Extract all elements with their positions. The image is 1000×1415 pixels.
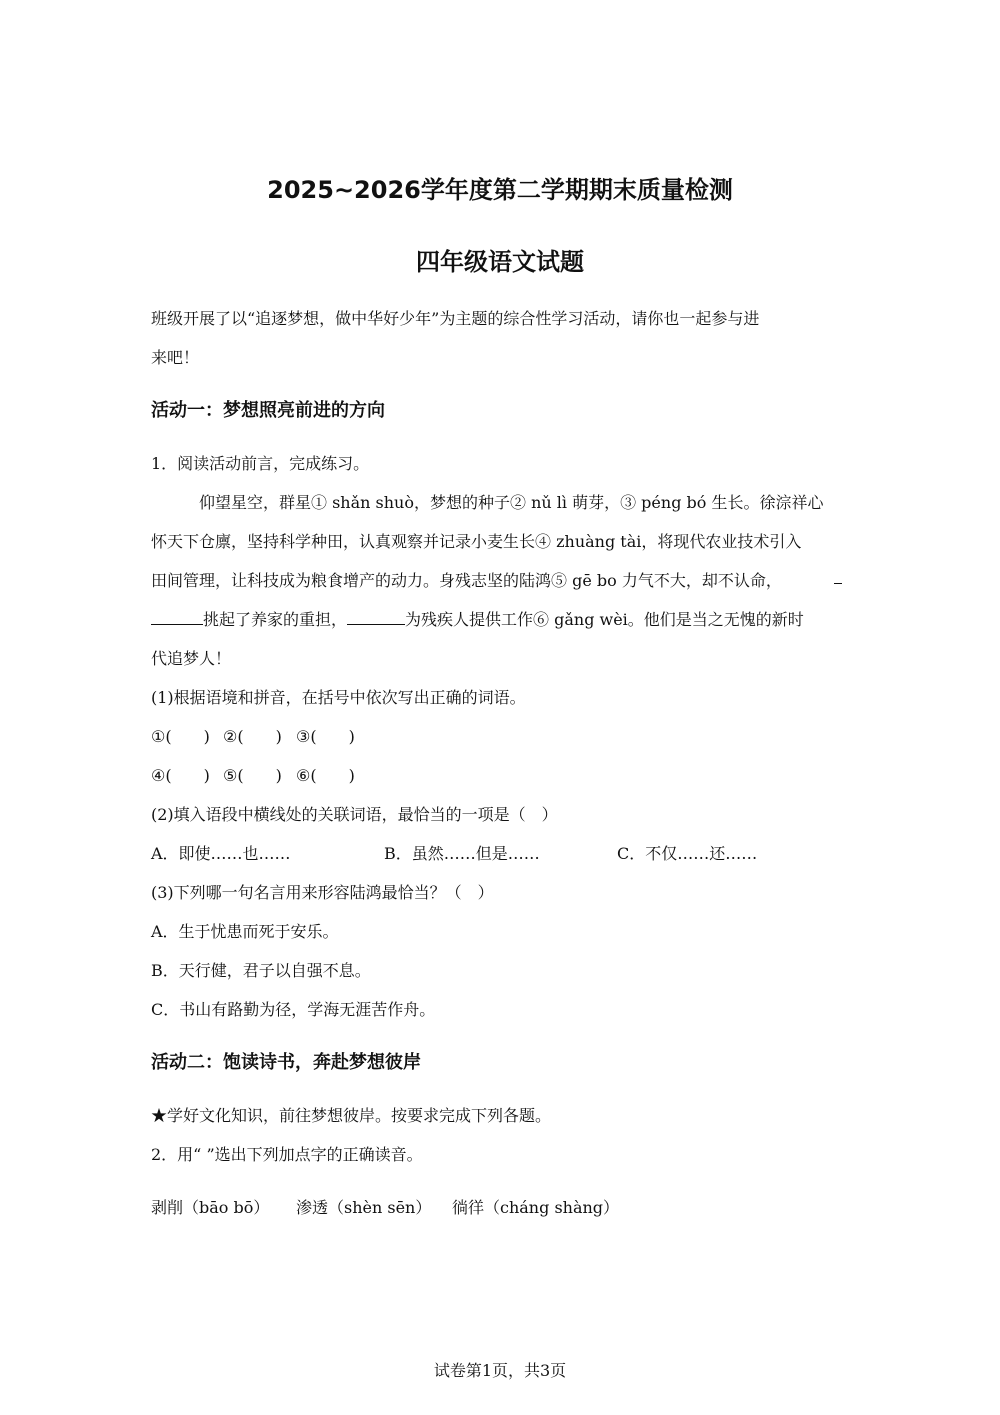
sub3-option-b[interactable]: B．天行健，君子以自强不息。 xyxy=(151,961,371,980)
word-blank-1[interactable]: ①( ) xyxy=(151,727,210,746)
word-blank-3[interactable]: ③( ) xyxy=(296,727,355,746)
sub3-option-c[interactable]: C．书山有路勤为径，学海无涯苦作舟。 xyxy=(151,1000,436,1019)
activity-1-heading: 活动一：梦想照亮前进的方向 xyxy=(151,400,385,421)
passage-line-5: 代追梦人！ xyxy=(151,649,232,668)
passage-line-2: 怀天下仓廪，坚持科学种田，认真观察并记录小麦生长④ zhuàng tài，将现代农业技术引入 xyxy=(151,532,802,551)
passage-line-4 xyxy=(151,607,804,630)
sub-question-1: (1)根据语境和拼音，在括号中依次写出正确的词语。 xyxy=(151,688,526,707)
intro-line-1: 班级开展了以“追逐梦想，做中华好少年”为主题的综合性学习活动，请你也一起参与进 xyxy=(151,309,760,328)
word-blank-5[interactable]: ⑤( ) xyxy=(223,766,282,785)
passage-line-4-part-b: 为残疾人提供工作⑥ gǎng wèi。他们是当之无愧的新时 xyxy=(405,610,804,629)
sub-question-3: (3)下列哪一句名言用来形容陆鸿最恰当？（ ） xyxy=(151,883,494,902)
activity-2-note: ★学好文化知识，前往梦想彼岸。按要求完成下列各题。 xyxy=(151,1106,552,1125)
answer-blank-1[interactable] xyxy=(151,610,203,625)
word-blank-6[interactable]: ⑥( ) xyxy=(296,766,355,785)
exam-subtitle: 四年级语文试题 xyxy=(416,248,584,276)
intro-line-2: 来吧！ xyxy=(151,348,200,367)
question-1-stem: 1．阅读活动前言，完成练习。 xyxy=(151,454,370,473)
page-footer: 试卷第1页，共3页 xyxy=(433,1361,567,1380)
pronunciation-item-3[interactable]: 徜徉（cháng shàng） xyxy=(452,1198,620,1217)
sub3-option-a[interactable]: A．生于忧患而死于安乐。 xyxy=(151,922,339,941)
sub2-option-c[interactable]: C．不仅……还…… xyxy=(617,844,758,863)
passage-line-1: 仰望星空，群星① shǎn shuò，梦想的种子② nǔ lì 萌芽，③ péng bó 生长。徐淙祥心 xyxy=(199,493,824,512)
word-blank-2[interactable]: ②( ) xyxy=(223,727,282,746)
word-blank-4[interactable]: ④( ) xyxy=(151,766,210,785)
pronunciation-item-1[interactable]: 剥削（bāo bō） xyxy=(151,1198,270,1217)
passage-line-3: 田间管理，让科技成为粮食增产的动力。身残志坚的陆鸿⑤ gē bo 力气不大，却不认命， xyxy=(151,571,782,590)
exam-title: 2025~2026学年度第二学期期末质量检测 xyxy=(267,176,733,204)
passage-line-4-part-a: 挑起了养家的重担， xyxy=(203,610,348,629)
question-2-stem: 2．用“ ”选出下列加点字的正确读音。 xyxy=(151,1145,423,1164)
pronunciation-item-2[interactable]: 渗透（shèn sēn） xyxy=(296,1198,432,1217)
sub2-option-a[interactable]: A．即使……也…… xyxy=(151,844,291,863)
sub2-option-b[interactable]: B．虽然……但是…… xyxy=(384,844,540,863)
activity-2-heading: 活动二：饱读诗书，奔赴梦想彼岸 xyxy=(151,1052,421,1073)
answer-blank-2[interactable] xyxy=(347,610,405,625)
sub-question-2: (2)填入语段中横线处的关联词语，最恰当的一项是（ ） xyxy=(151,805,558,824)
answer-blank-line-start[interactable] xyxy=(834,569,842,584)
